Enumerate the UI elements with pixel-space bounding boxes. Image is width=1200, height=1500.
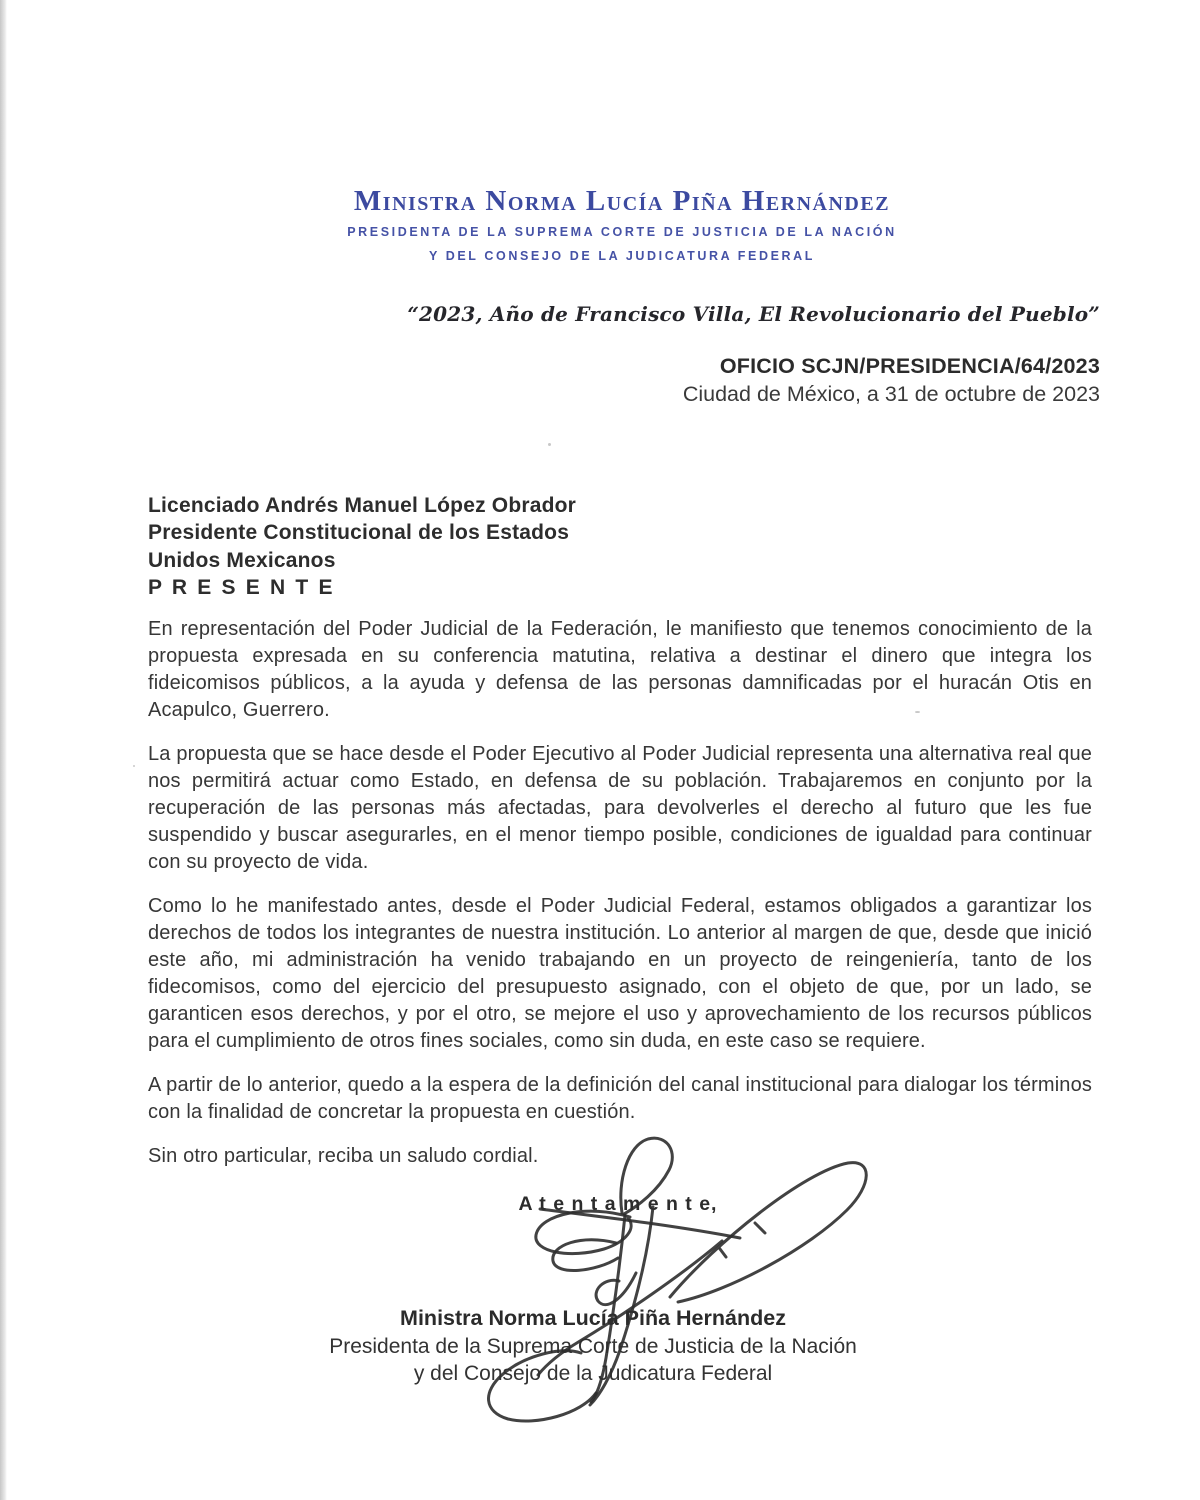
signature-stroke — [755, 1223, 765, 1233]
oficio-number: OFICIO SCJN/PRESIDENCIA/64/2023 — [719, 354, 1100, 378]
signature-stroke — [621, 1138, 673, 1214]
letterhead — [0, 186, 1200, 263]
closing-line: Sin otro particular, reciba un saludo cordial. — [148, 1145, 539, 1167]
dateline: Ciudad de México, a 31 de octubre de 2023 — [682, 382, 1100, 406]
paragraph: En representación del Poder Judicial de la Federación, le manifiesto que tenemos conocimiento de la propuesta expresada en su conferencia matutina, relativa a destinar el dinero que integra los fideicomisos públicos, a la ayuda y defensa de las personas damnificadas por el huracán Otis en Acapulco, Guerrero. — [148, 618, 1092, 721]
recipient-name: Licenciado Andrés Manuel López Obrador — [148, 494, 577, 517]
letterhead-subtitle-1: PRESIDENTA DE LA SUPREMA CORTE DE JUSTICIA DE LA NACIÓN — [347, 225, 897, 239]
scan-speck — [548, 443, 551, 446]
presente-line: P R E S E N T E — [148, 575, 335, 599]
salutation: A t e n t a m e n t e, — [518, 1193, 718, 1215]
signer-title-2: y del Consejo de la Judicatura Federal — [413, 1362, 773, 1385]
signature-stroke — [553, 1240, 618, 1271]
letterhead-subtitle-2: Y DEL CONSEJO DE LA JUDICATURA FEDERAL — [428, 249, 816, 263]
letter-body — [148, 616, 1092, 1187]
paragraph: A partir de lo anterior, quedo a la espera de la definición del canal institucional para dialogar los términos con la finalidad de concretar la propuesta en cuestión. — [148, 1074, 1092, 1123]
signer-name: Ministra Norma Lucía Piña Hernández — [400, 1306, 786, 1330]
recipient-block — [148, 492, 576, 601]
year-motto: “2023, Año de Francisco Villa, El Revolucionario del Pueblo” — [407, 302, 1100, 326]
signature-stroke — [538, 1241, 722, 1375]
letterhead-name: Ministra Norma Lucía Piña Hernández — [353, 185, 891, 217]
signature-ink — [420, 1125, 880, 1435]
recipient-title-line-2: Unidos Mexicanos — [148, 548, 336, 572]
signer-title-1: Presidenta de la Suprema Corte de Justicia de la Nación — [329, 1334, 857, 1358]
paragraph: La propuesta que se hace desde el Poder Ejecutivo al Poder Judicial representa una alternativa real que nos permitirá actuar como Estado, en defensa de su población. Trabajaremos en conjunto por la recuperación de las personas más afectadas, para devolverles el derecho al futuro que les fue suspendido y buscar asegurarles, en el menor tiempo posible, condiciones de igualdad para continuar con su proyecto de vida. — [148, 743, 1092, 873]
paragraph: Como lo he manifestado antes, desde el Poder Judicial Federal, estamos obligados a garantizar los derechos de todos los integrantes de nuestra institución. Lo anterior al margen de que, desde que inició este año, mi administración ha venido trabajando en un proyecto de reingeniería, tanto de los fidecomisos, como del ejercicio del presupuesto asignado, con el objeto de que, por un lado, se garanticen esos derechos, y por el otro, se mejore el uso y aprovechamiento de los recursos públicos para el cumplimiento de otros fines sociales, como sin duda, en este caso se requiere. — [148, 895, 1092, 1052]
scan-speck — [133, 765, 135, 767]
signature-stroke — [489, 1351, 596, 1421]
reference-block — [407, 301, 1100, 408]
recipient-title-line-1: Presidente Constitucional de los Estados — [148, 521, 570, 545]
signature-stroke — [720, 1249, 726, 1257]
